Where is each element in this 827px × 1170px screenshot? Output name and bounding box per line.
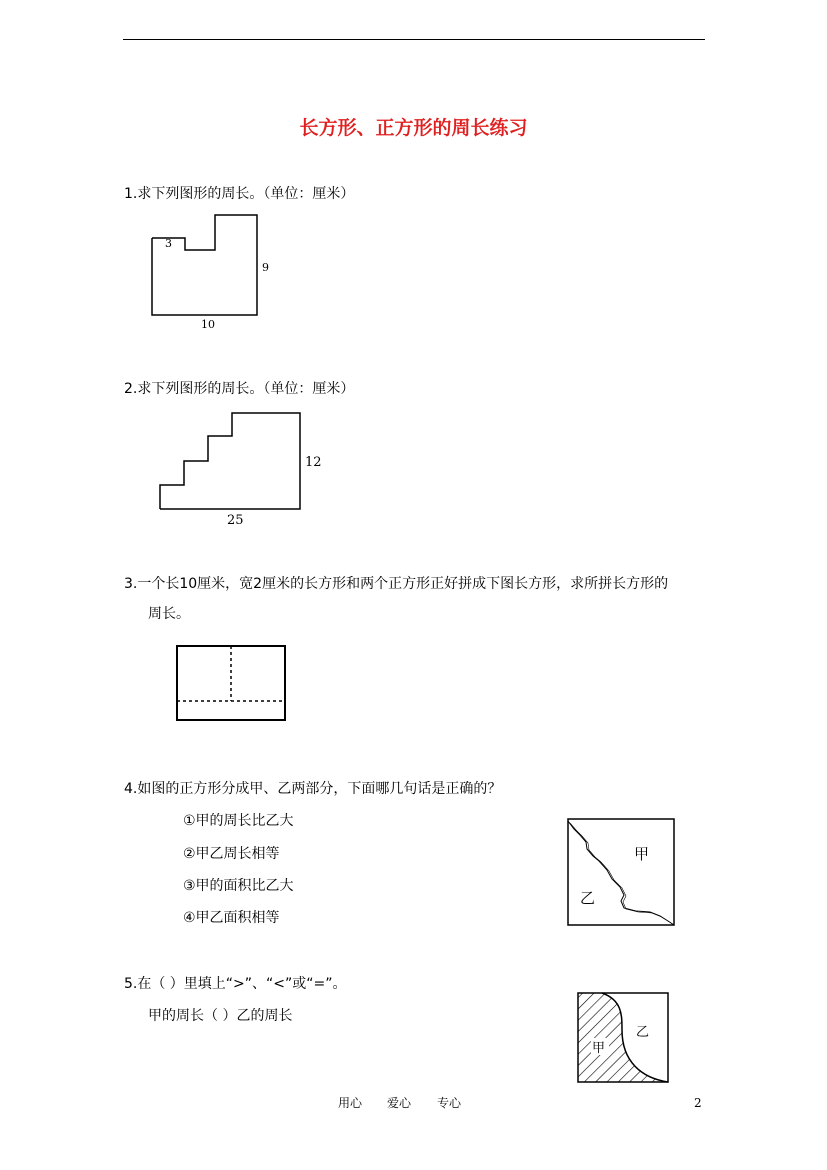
q4-option-2: ②甲乙周长相等	[183, 846, 280, 862]
question-3-text-line2: 周长。	[148, 606, 190, 622]
q2-label-width: 25	[227, 513, 244, 528]
q1-label-notch: 3	[165, 237, 172, 250]
q1-label-width: 10	[201, 318, 215, 331]
question-1-text: 1.求下列图形的周长。（单位：厘米）	[124, 186, 355, 202]
page-number: 2	[694, 1096, 702, 1110]
q2-label-height: 12	[305, 455, 322, 470]
question-2-figure	[150, 405, 340, 530]
q4-option-3: ③甲的面积比乙大	[183, 878, 294, 894]
question-5-sub: 甲的周长（ ）乙的周长	[148, 1008, 293, 1024]
q4-label-jia: 甲	[634, 845, 650, 863]
q4-label-yi: 乙	[580, 889, 596, 907]
question-3-text-line1: 3.一个长10厘米，宽2厘米的长方形和两个正方形正好拼成下图长方形，求所拼长方形的	[124, 576, 669, 592]
header-rule	[123, 39, 705, 40]
question-5-text: 5.在（ ）里填上“>”、“<”或“=”。	[124, 976, 347, 992]
q5-label-yi: 乙	[636, 1025, 650, 1040]
q5-label-jia: 甲	[592, 1041, 606, 1056]
page-title: 长方形、正方形的周长练习	[299, 117, 528, 139]
footer-item-yongxin: 用心	[338, 1096, 363, 1110]
q4-option-4: ④甲乙面积相等	[183, 910, 280, 926]
question-4-figure	[562, 815, 682, 930]
question-1-figure	[140, 205, 280, 335]
footer-item-zhuanxin: 专心	[437, 1096, 462, 1110]
question-5-figure	[574, 990, 674, 1087]
footer-item-aixin: 爱心	[387, 1096, 412, 1110]
question-2-text: 2.求下列图形的周长。（单位：厘米）	[124, 381, 355, 397]
question-4-text: 4.如图的正方形分成甲、乙两部分，下面哪几句话是正确的？	[124, 781, 502, 797]
q1-label-height: 9	[262, 261, 269, 274]
q4-option-1: ①甲的周长比乙大	[183, 813, 294, 829]
question-3-figure	[170, 640, 295, 730]
